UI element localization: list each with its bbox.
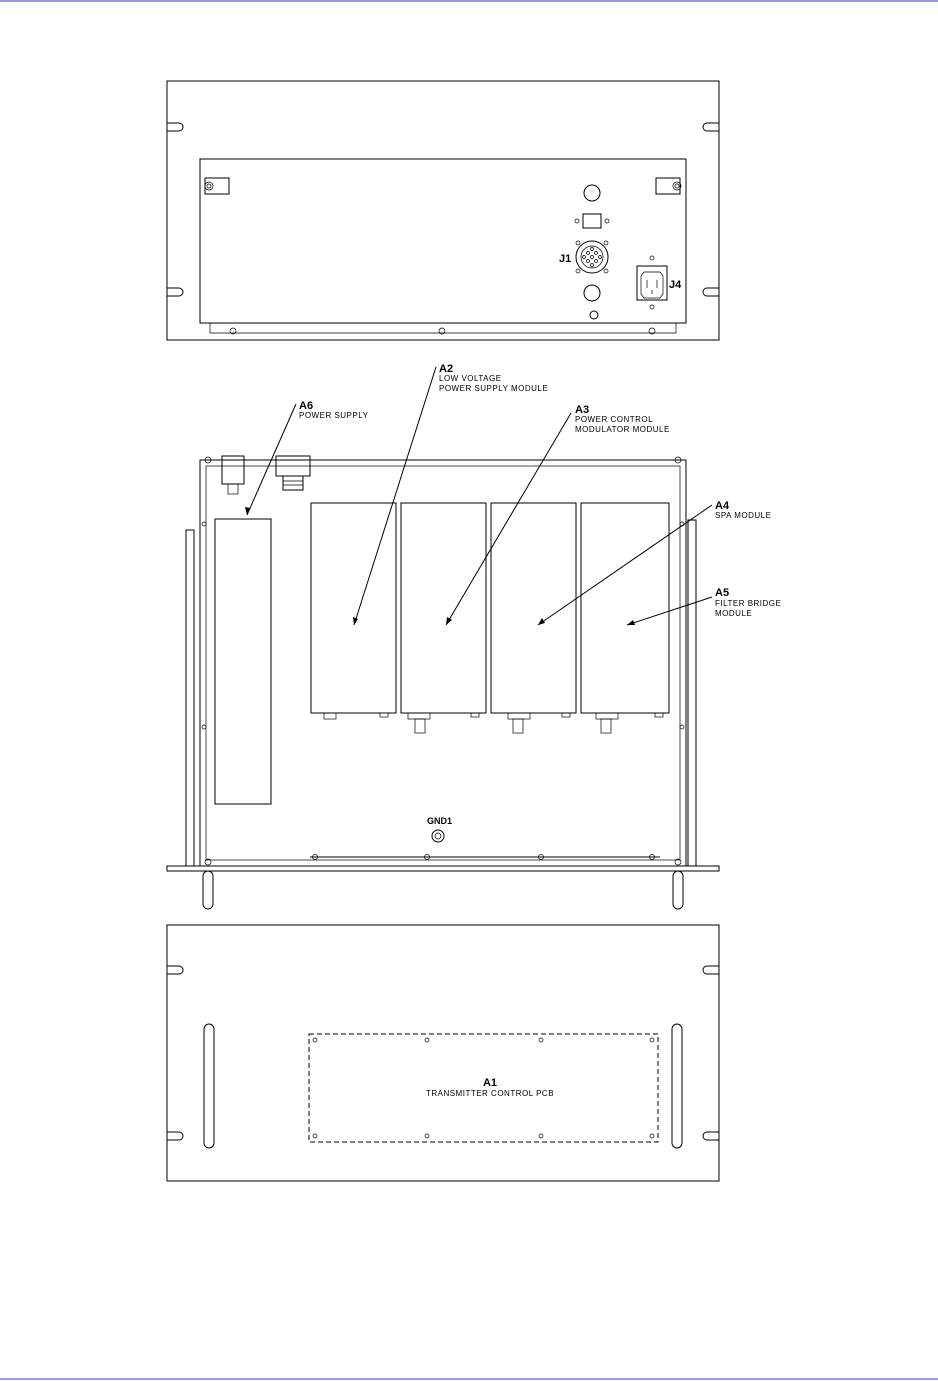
j1-label: J1 — [559, 253, 572, 265]
a5-desc-line: MODULE — [715, 609, 753, 618]
a1-label: A1 — [482, 1077, 498, 1089]
a5-desc-line: FILTER BRIDGE — [715, 599, 782, 608]
a6-desc-line: POWER SUPPLY — [299, 411, 369, 420]
rear-ear-slot — [167, 123, 183, 131]
a3-desc-line: MODULATOR MODULE — [575, 425, 670, 434]
j4-power-inlet-icon — [637, 256, 667, 309]
a2-label: A2 — [439, 363, 454, 375]
rear-panel-view — [167, 81, 719, 340]
a6-power-supply-box — [215, 519, 271, 804]
gnd1-label: GND1 — [427, 816, 453, 826]
rear-ear-slot — [167, 288, 183, 296]
rear-ear-slot — [703, 288, 719, 296]
ground-stud-icon — [432, 830, 444, 842]
front-lip — [167, 866, 719, 871]
a5-module-box — [581, 503, 669, 713]
db-connector-icon — [583, 214, 601, 228]
interior-view — [167, 363, 781, 909]
front-panel-outline — [167, 925, 719, 1181]
rear-chassis-face — [200, 159, 686, 323]
a1-desc-line: TRANSMITTER CONTROL PCB — [425, 1089, 555, 1098]
front-panel-view — [167, 925, 719, 1181]
a4-label: A4 — [715, 500, 730, 512]
a2-desc-line: LOW VOLTAGE — [439, 374, 502, 383]
a3-label: A3 — [575, 404, 590, 416]
a6-label: A6 — [299, 400, 314, 412]
rear-ear-slot — [703, 123, 719, 131]
a5-label: A5 — [715, 587, 730, 599]
front-handle-slot — [204, 1024, 214, 1148]
a2-desc-line: POWER SUPPLY MODULE — [439, 384, 549, 393]
front-handle-slot — [672, 1024, 682, 1148]
j1-circular-connector-icon — [576, 241, 608, 273]
a4-desc-line: SPA MODULE — [715, 511, 772, 520]
a3-desc-line: POWER CONTROL — [575, 415, 654, 424]
j4-label: J4 — [669, 279, 682, 291]
rear-panel-outline — [167, 81, 719, 340]
chassis-outline — [200, 460, 686, 866]
a3-module-box — [401, 503, 486, 713]
